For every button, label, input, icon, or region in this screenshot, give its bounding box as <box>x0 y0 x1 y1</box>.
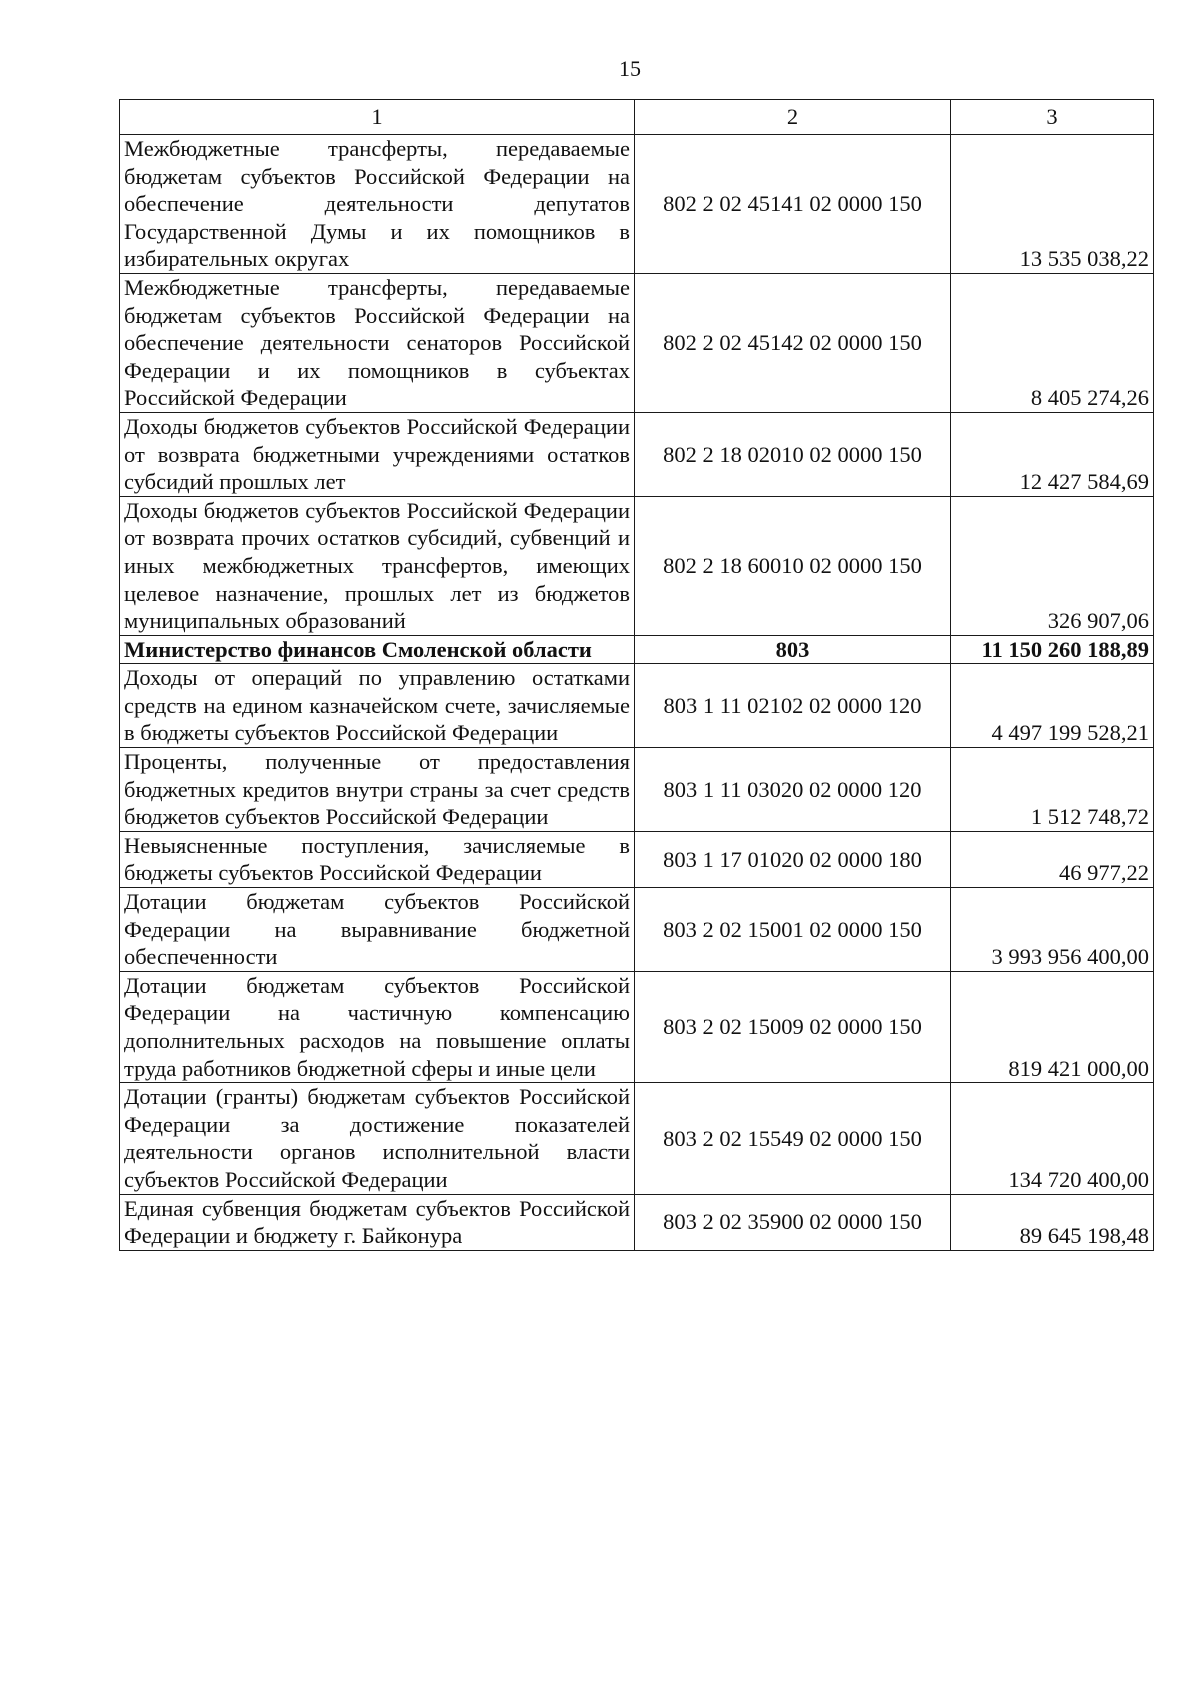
row-description: Дотации бюджетам субъектов Российской Федерации на частичную компенсацию дополнительных расходов на повышение оплаты труда работников бюджетной сферы и иные цели <box>120 971 635 1082</box>
row-description: Доходы бюджетов субъектов Российской Федерации от возврата бюджетными учреждениями остатков субсидий прошлых лет <box>120 412 635 496</box>
row-amount: 8 405 274,26 <box>951 273 1154 412</box>
table-row <box>120 135 1154 274</box>
row-description: Невыясненные поступления, зачисляемые в бюджеты субъектов Российской Федерации <box>120 831 635 887</box>
row-description: Единая субвенция бюджетам субъектов Российской Федерации и бюджету г. Байконура <box>120 1194 635 1250</box>
row-classification-code: 802 2 02 45142 02 0000 150 <box>635 273 951 412</box>
row-classification-code: 802 2 18 60010 02 0000 150 <box>635 496 951 635</box>
table-row <box>120 1083 1154 1194</box>
table-body <box>120 135 1154 1251</box>
table-row <box>120 664 1154 748</box>
row-amount: 13 535 038,22 <box>951 135 1154 274</box>
row-classification-code: 803 2 02 15549 02 0000 150 <box>635 1083 951 1194</box>
table-row <box>120 496 1154 635</box>
table-row <box>120 888 1154 972</box>
row-amount: 4 497 199 528,21 <box>951 664 1154 748</box>
row-classification-code: 803 <box>635 635 951 664</box>
row-classification-code: 802 2 18 02010 02 0000 150 <box>635 412 951 496</box>
row-description: Дотации (гранты) бюджетам субъектов Российской Федерации за достижение показателей деятельности органов исполнительной власти субъектов Российской Федерации <box>120 1083 635 1194</box>
column-header-1: 1 <box>120 100 635 135</box>
row-description: Межбюджетные трансферты, передаваемые бюджетам субъектов Российской Федерации на обеспечение деятельности депутатов Государственной Думы и их помощников в избирательных округах <box>120 135 635 274</box>
row-amount: 326 907,06 <box>951 496 1154 635</box>
row-amount: 89 645 198,48 <box>951 1194 1154 1250</box>
row-classification-code: 803 1 17 01020 02 0000 180 <box>635 831 951 887</box>
column-header-2: 2 <box>635 100 951 135</box>
row-amount: 11 150 260 188,89 <box>951 635 1154 664</box>
table-row <box>120 1194 1154 1250</box>
row-description: Министерство финансов Смоленской области <box>120 635 635 664</box>
table-row <box>120 412 1154 496</box>
row-description: Доходы бюджетов субъектов Российской Федерации от возврата прочих остатков субсидий, субвенций и иных межбюджетных трансфертов, имеющих целевое назначение, прошлых лет из бюджетов муниципальных образований <box>120 496 635 635</box>
row-classification-code: 803 1 11 02102 02 0000 120 <box>635 664 951 748</box>
row-description: Доходы от операций по управлению остатками средств на едином казначейском счете, зачисляемые в бюджеты субъектов Российской Федерации <box>120 664 635 748</box>
row-amount: 134 720 400,00 <box>951 1083 1154 1194</box>
row-classification-code: 802 2 02 45141 02 0000 150 <box>635 135 951 274</box>
row-description: Дотации бюджетам субъектов Российской Федерации на выравнивание бюджетной обеспеченности <box>120 888 635 972</box>
row-amount: 12 427 584,69 <box>951 412 1154 496</box>
table-row <box>120 273 1154 412</box>
table-row <box>120 831 1154 887</box>
table-row <box>120 971 1154 1082</box>
row-description: Межбюджетные трансферты, передаваемые бюджетам субъектов Российской Федерации на обеспечение деятельности сенаторов Российской Федерации и их помощников в субъектах Российской Федерации <box>120 273 635 412</box>
row-amount: 819 421 000,00 <box>951 971 1154 1082</box>
row-amount: 46 977,22 <box>951 831 1154 887</box>
row-classification-code: 803 1 11 03020 02 0000 120 <box>635 748 951 832</box>
page-number: 15 <box>619 56 641 81</box>
row-classification-code: 803 2 02 35900 02 0000 150 <box>635 1194 951 1250</box>
column-header-3: 3 <box>951 100 1154 135</box>
table-header-row <box>120 100 1154 135</box>
row-amount: 3 993 956 400,00 <box>951 888 1154 972</box>
row-description: Проценты, полученные от предоставления бюджетных кредитов внутри страны за счет средств бюджетов субъектов Российской Федерации <box>120 748 635 832</box>
budget-revenue-table <box>119 99 1154 1251</box>
row-classification-code: 803 2 02 15001 02 0000 150 <box>635 888 951 972</box>
row-classification-code: 803 2 02 15009 02 0000 150 <box>635 971 951 1082</box>
table-row <box>120 635 1154 664</box>
table-row <box>120 748 1154 832</box>
row-amount: 1 512 748,72 <box>951 748 1154 832</box>
